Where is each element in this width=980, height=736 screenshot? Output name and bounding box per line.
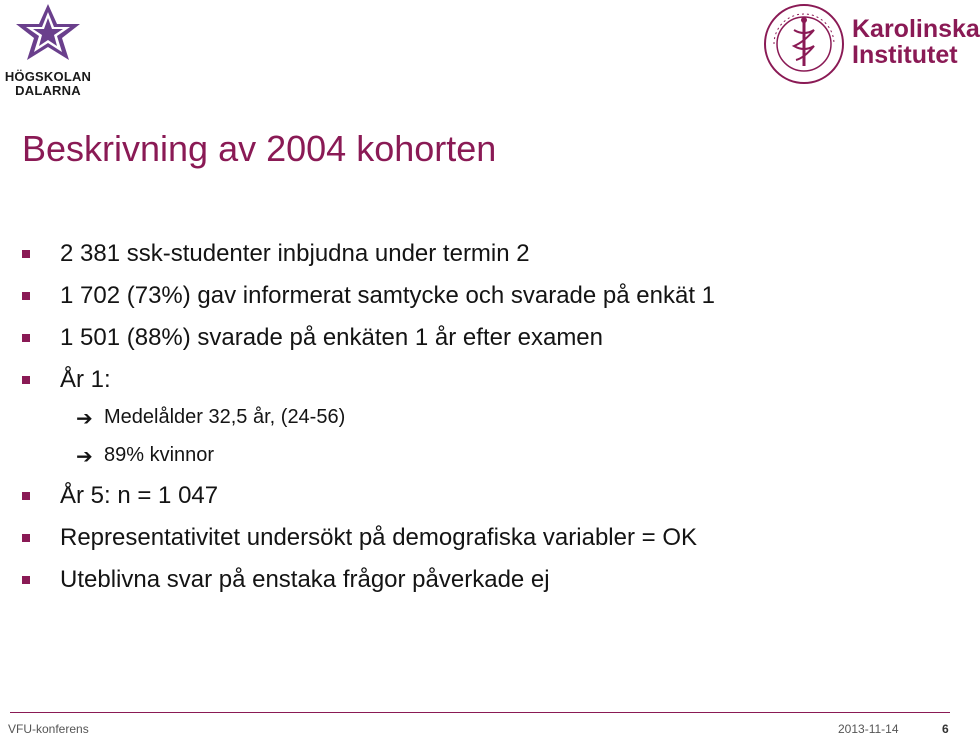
bullet-square-icon xyxy=(22,250,30,258)
footer-divider xyxy=(10,712,950,713)
logo-text-line2: DALARNA xyxy=(15,83,81,98)
bullet-item: Uteblivna svar på enstaka frågor påverkade ej xyxy=(60,566,550,593)
hogskolan-dalarna-logo xyxy=(0,2,96,98)
bullet-item: År 5: n = 1 047 xyxy=(60,482,219,509)
star-logo-icon xyxy=(8,2,88,68)
slide-title: Beskrivning av 2004 kohorten xyxy=(22,128,497,169)
bullet-square-icon xyxy=(22,334,30,342)
bullet-square-icon xyxy=(22,376,30,384)
bullet-square-icon xyxy=(22,576,30,584)
bullet-square-icon xyxy=(22,534,30,542)
ki-seal-icon xyxy=(762,2,846,86)
bullet-item: 1 702 (73%) gav informerat samtycke och svarade på enkät 1 xyxy=(60,282,716,309)
footer-date: 2013-11-14 xyxy=(838,722,899,736)
karolinska-institutet-logo xyxy=(762,2,980,86)
sub-bullet-item: Medelålder 32,5 år, (24-56) xyxy=(104,406,346,428)
bullet-item: År 1: xyxy=(60,366,111,393)
sub-bullet-item: 89% kvinnor xyxy=(104,444,215,466)
bullet-item: 1 501 (88%) svarade på enkäten 1 år efter examen xyxy=(60,324,603,351)
footer-page-number: 6 xyxy=(942,722,949,736)
footer-event-name: VFU-konferens xyxy=(8,722,89,736)
logo-text-line1: HÖGSKOLAN xyxy=(4,69,92,84)
bullet-item: Representativitet undersökt på demografiska variabler = OK xyxy=(60,524,697,551)
arrow-right-icon: ➔ xyxy=(76,446,93,468)
bullet-square-icon xyxy=(22,292,30,300)
arrow-right-icon: ➔ xyxy=(76,408,93,430)
bullet-item: 2 381 ssk-studenter inbjudna under termin 2 xyxy=(60,240,530,267)
bullet-square-icon xyxy=(22,492,30,500)
ki-wordmark-line2: Institutet xyxy=(852,41,958,69)
ki-wordmark-line1: Karolinska xyxy=(852,15,980,43)
